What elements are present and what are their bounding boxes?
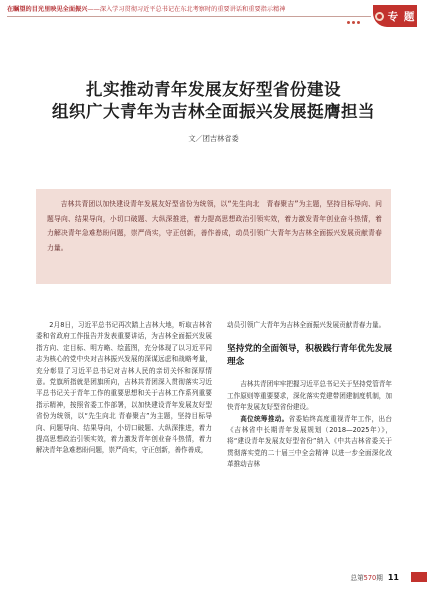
running-title-rest: ——深入学习贯彻习近平总书记在东北考察时的重要讲话和重要指示精神 [87,6,286,13]
abstract-text: 吉林共青团以加快建设青年发展友好型省份为统领，以“先生向北 青春聚吉”为主题，坚持目标导向、问题导向、结果导向，小切口破题、大纵深推进，着力提高思想政治引领实效，着力激发青年创业奋斗热情，着力解决青年急难愁盼问题，崇严尚实，守正创新，善作善成，动员引领广大青年为吉林全面振兴发展贡献青春力量。 [47,200,382,252]
section-subheading: 坚持党的全面领导，积极践行青年优先发展理念 [227,344,392,368]
running-title-bold: 在瞩望的目光里映见全面振兴 [7,6,88,13]
body-paragraph: 2月8日，习近平总书记再次踏上吉林大地，听取吉林省委和省政府工作报告并发表重要讲话，为吉林全面振兴发展指方向、定目标、明方略、绘蓝图，充分体现了以习近平同志为核心的党中央对吉林振兴发展的深谋远虑和战略考量，充分彰显了习近平总书记对吉林人民的亲切关怀和深厚情意。党旗所指就是团旗所向，吉林共青团深入贯彻落实习近平总书记关于青年工作的重要思想和关于吉林工作系列重要指示精神，按照省委工作部署，以加快建设青年发展友好型省份为统领，以“先生向北 青春聚吉”为主题，坚持目标导向、问题导向、结果导向，小切口破题、大纵深推进，着力提高思想政治引领实效，着力激发青年创业奋斗热情，着力解决青年急难愁盼问题，崇严尚实，守正创新，善作善成， [36,321,212,455]
page-number: 11 [387,573,399,582]
issue-prefix: 总第 [350,574,364,582]
running-header [0,0,427,40]
body-paragraph: 吉林共青团牢牢把握习近平总书记关于坚持党管青年工作原则等重要要求，深化落实党建带团建制度机制，加快青年发展友好型省份建设。 [227,380,392,412]
body-column-left [36,320,212,457]
paragraph-lead: 高位统筹推动。 [240,414,289,423]
abstract-box [36,189,391,284]
page-footer [350,572,399,582]
issue-suffix: 期 [376,574,383,582]
footer-accent-bar [411,572,427,582]
article-title-line1: 扎实推动青年发展友好型省份建设 [86,80,341,99]
section-badge-label: 专 题 [387,10,416,23]
badge-circle-icon [375,12,384,21]
header-dots-ornament [347,9,369,14]
article-title-line2: 组织广大青年为吉林全面振兴发展挺膺担当 [52,102,375,121]
body-paragraph-continued: 动员引领广大青年为吉林全面振兴发展贡献青春力量。 [227,321,386,329]
running-title [7,5,347,15]
paragraph-text: 省委始终高度重视青年工作，出台《吉林省中长期青年发展规划（2018—2025年）》，将“建设青年发展友好型省份”纳入《中共吉林省委关于贯彻落实党的二十届三中全会精神 以进一步全面深化改革推动吉林 [227,414,392,469]
issue-number: 570 [363,574,377,582]
header-rule [7,16,371,17]
body-column-right [227,320,392,471]
article-byline: 文／团吉林省委 [188,134,239,143]
section-badge [373,5,417,27]
body-paragraph [227,414,392,471]
